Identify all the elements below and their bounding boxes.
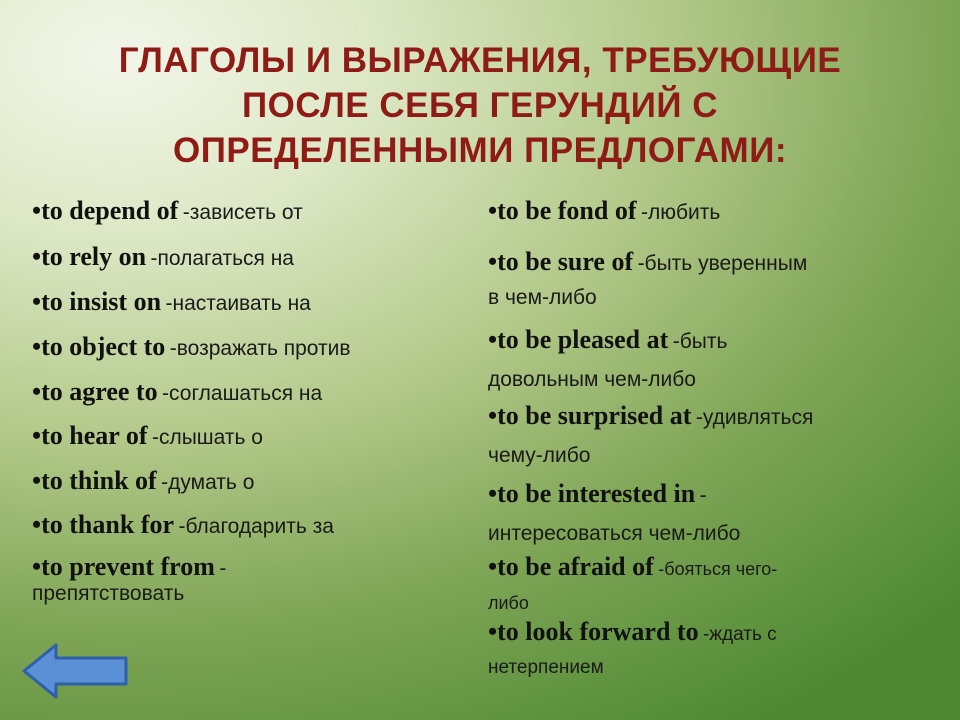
title-line-2: ПОСЛЕ СЕБЯ ГЕРУНДИЙ С xyxy=(241,86,719,125)
phrase: •to be interested in xyxy=(488,479,696,508)
slide-title xyxy=(60,38,900,173)
title-line-1: ГЛАГОЛЫ И ВЫРАЖЕНИЯ, ТРЕБУЮЩИЕ xyxy=(118,41,842,80)
phrase: •to rely on xyxy=(32,242,147,271)
translation: -возражать против xyxy=(169,337,351,360)
phrase: •to depend of xyxy=(32,196,179,225)
translation-continued: интересоваться чем-либо xyxy=(488,522,741,545)
phrase: •to be surprised at xyxy=(488,401,692,430)
list-item xyxy=(488,398,948,476)
list-item xyxy=(32,196,472,226)
translation: -бояться чего- xyxy=(658,559,778,579)
phrase: •to prevent from xyxy=(32,552,215,581)
list-item xyxy=(32,242,472,272)
list-item xyxy=(488,476,948,554)
translation-continued: чему-либо xyxy=(488,444,591,467)
translation: -думать о xyxy=(161,471,255,494)
translation-continued: в чем-либо xyxy=(488,286,597,309)
translation: -слышать о xyxy=(151,426,263,449)
translation: -быть xyxy=(672,330,728,353)
translation: -удивляться xyxy=(695,406,814,429)
list-item xyxy=(488,246,948,316)
translation-continued: либо xyxy=(488,593,529,613)
translation: - xyxy=(219,557,227,580)
translation: - xyxy=(699,484,707,507)
phrase: •to look forward to xyxy=(488,617,699,646)
list-item xyxy=(32,510,472,540)
translation-continued: довольным чем-либо xyxy=(488,368,696,391)
translation: -зависеть от xyxy=(182,201,303,224)
left-arrow-icon xyxy=(22,643,128,699)
title-line-3: ОПРЕДЕЛЕННЫМИ ПРЕДЛОГАМИ: xyxy=(172,131,788,170)
translation: -любить xyxy=(640,201,721,224)
list-item xyxy=(488,196,948,226)
translation-continued: нетерпением xyxy=(488,657,604,678)
translation: -ждать с xyxy=(703,624,777,645)
phrase: •to object to xyxy=(32,332,166,361)
list-item xyxy=(488,616,948,685)
phrase: •to be pleased at xyxy=(488,325,669,354)
phrase: •to hear of xyxy=(32,421,148,450)
translation: -благодарить за xyxy=(178,515,334,538)
list-item xyxy=(32,332,472,362)
translation: -соглашаться на xyxy=(162,382,323,405)
list-item xyxy=(488,551,948,621)
phrase: •to be sure of xyxy=(488,247,634,276)
phrase: •to thank for xyxy=(32,510,174,539)
phrase: •to insist on xyxy=(32,287,162,316)
list-item xyxy=(32,287,472,317)
list-item xyxy=(32,421,472,451)
back-button[interactable] xyxy=(22,643,128,699)
translation: -настаивать на xyxy=(165,292,311,315)
phrase: •to agree to xyxy=(32,377,158,406)
phrase: •to think of xyxy=(32,466,157,495)
list-item xyxy=(32,377,472,407)
translation: -быть уверенным xyxy=(637,252,808,275)
phrase: •to be fond of xyxy=(488,196,637,225)
translation-continued: препятствовать xyxy=(32,582,185,605)
phrase: •to be afraid of xyxy=(488,552,654,581)
list-item xyxy=(32,552,472,606)
translation: -полагаться на xyxy=(150,247,294,270)
list-item xyxy=(32,466,472,496)
list-item xyxy=(488,322,948,400)
